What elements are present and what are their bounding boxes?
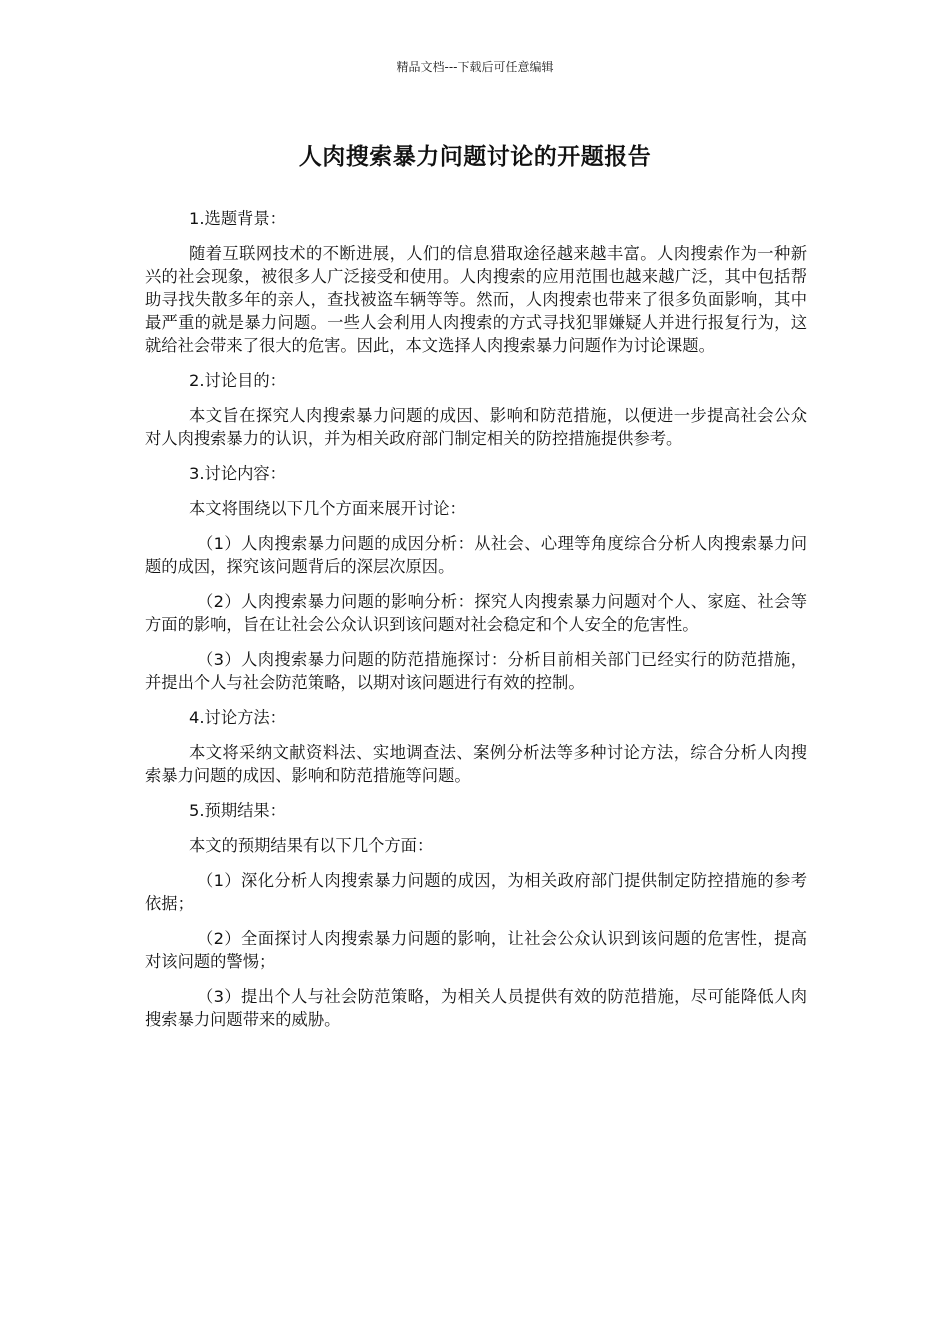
section-heading-method: 4.讨论方法： — [189, 708, 286, 727]
section-heading-content: 3.讨论内容： — [189, 464, 286, 483]
paragraph-background: 随着互联网技术的不断进展，人们的信息猎取途径越来越丰富。人肉搜索作为一种新兴的社会现象，被很多人广泛接受和使用。人肉搜索的应用范围也越来越广泛，其中包括帮助寻找失散多年的亲人，查找被盗车辆等等。然而，人肉搜索也带来了很多负面影响，其中最严重的就是暴力问题。一些人会利用人肉搜索的方式寻找犯罪嫌疑人并进行报复行为，这就给社会带来了很大的危害。因此，本文选择人肉搜索暴力问题作为讨论课题。 — [145, 244, 807, 355]
document-body — [145, 207, 807, 1043]
section-heading-results: 5.预期结果： — [189, 801, 286, 820]
paragraph-results-intro: 本文的预期结果有以下几个方面： — [189, 836, 434, 855]
document-title: 人肉搜索暴力问题讨论的开题报告 — [298, 144, 652, 170]
section-heading-purpose: 2.讨论目的： — [189, 371, 286, 390]
paragraph-content-intro: 本文将围绕以下几个方面来展开讨论： — [189, 499, 466, 518]
paragraph-method: 本文将采纳文献资料法、实地调查法、案例分析法等多种讨论方法，综合分析人肉搜索暴力问题的成因、影响和防范措施等问题。 — [145, 743, 807, 785]
paragraph-purpose: 本文旨在探究人肉搜索暴力问题的成因、影响和防范措施，以便进一步提高社会公众对人肉搜索暴力的认识，并为相关政府部门制定相关的防控措施提供参考。 — [145, 406, 807, 448]
list-item-content-1: （1）人肉搜索暴力问题的成因分析：从社会、心理等角度综合分析人肉搜索暴力问题的成因，探究该问题背后的深层次原因。 — [145, 534, 807, 576]
list-item-content-2: （2）人肉搜索暴力问题的影响分析：探究人肉搜索暴力问题对个人、家庭、社会等方面的影响，旨在让社会公众认识到该问题对社会稳定和个人安全的危害性。 — [145, 592, 807, 634]
list-item-results-3: （3）提出个人与社会防范策略，为相关人员提供有效的防范措施，尽可能降低人肉搜索暴力问题带来的威胁。 — [145, 987, 807, 1029]
list-item-results-2: （2）全面探讨人肉搜索暴力问题的影响，让社会公众认识到该问题的危害性，提高对该问题的警惕； — [145, 929, 807, 971]
section-heading-background: 1.选题背景： — [189, 209, 286, 228]
list-item-results-1: （1）深化分析人肉搜索暴力问题的成因，为相关政府部门提供制定防控措施的参考依据； — [145, 871, 807, 913]
list-item-content-3: （3）人肉搜索暴力问题的防范措施探讨：分析目前相关部门已经实行的防范措施，并提出个人与社会防范策略，以期对该问题进行有效的控制。 — [145, 650, 807, 692]
header-note: 精品文档---下载后可任意编辑 — [396, 60, 554, 74]
